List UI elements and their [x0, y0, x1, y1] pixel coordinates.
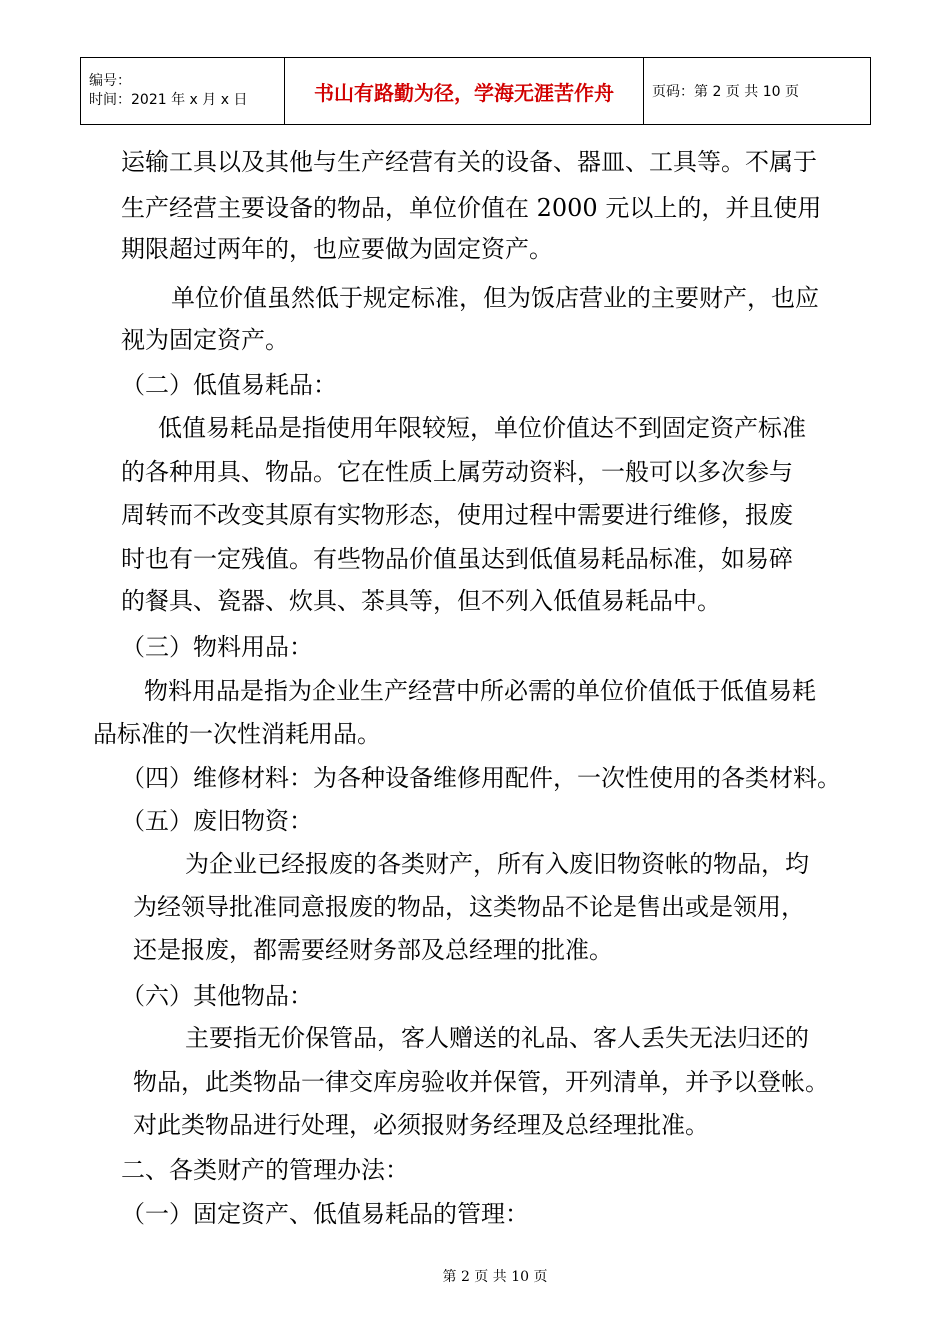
section-heading: （四）维修材料：为各种设备维修用配件，一次性使用的各类材料。 — [121, 764, 841, 792]
page-header — [80, 57, 871, 125]
page-footer: 第 2 页 共 10 页 — [442, 1269, 548, 1285]
section-heading: （六）其他物品： — [121, 982, 313, 1010]
section-heading: （一）固定资产、低值易耗品的管理： — [121, 1200, 529, 1228]
body-line: 低值易耗品是指使用年限较短，单位价值达不到固定资产标准 — [158, 414, 806, 442]
body-line: 品标准的一次性消耗用品。 — [93, 720, 381, 748]
body-line: 物料用品是指为企业生产经营中所必需的单位价值低于低值易耗 — [144, 677, 816, 705]
section-heading: （二）低值易耗品： — [121, 371, 337, 399]
section-heading: 二、各类财产的管理办法： — [121, 1156, 409, 1184]
body-line: 主要指无价保管品，客人赠送的礼品、客人丢失无法归还的 — [185, 1024, 809, 1052]
body-line: 的各种用具、物品。它在性质上属劳动资料，一般可以多次参与 — [121, 458, 793, 486]
body-line: 物品，此类物品一律交库房验收并保管，开列清单，并予以登帐。 — [133, 1068, 829, 1096]
body-line: 还是报废，都需要经财务部及总经理的批准。 — [133, 936, 613, 964]
body-line: 生产经营主要设备的物品，单位价值在 2000 元以上的，并且使用 — [121, 194, 822, 222]
header-motto: 书山有路勤为径，学海无涯苦作舟 — [285, 58, 644, 125]
body-line: 为企业已经报废的各类财产，所有入废旧物资帐的物品，均 — [185, 850, 809, 878]
header-page-info: 页码：第 2 页 共 10 页 — [644, 58, 871, 125]
body-line: 周转而不改变其原有实物形态，使用过程中需要进行维修，报废 — [121, 501, 793, 529]
body-line: 为经领导批准同意报废的物品，这类物品不论是售出或是领用， — [133, 893, 805, 921]
body-line: 的餐具、瓷器、炊具、茶具等，但不列入低值易耗品中。 — [121, 587, 721, 615]
body-line: 视为固定资产。 — [121, 326, 289, 354]
document-date: 时间：2021 年 x 月 x 日 — [89, 92, 248, 108]
body-line: 运输工具以及其他与生产经营有关的设备、器皿、工具等。不属于 — [121, 148, 817, 176]
section-heading: （五）废旧物资： — [121, 807, 313, 835]
body-line: 期限超过两年的，也应要做为固定资产。 — [121, 235, 553, 263]
document-number-label: 编号： — [89, 73, 131, 89]
header-meta — [81, 58, 285, 125]
body-line: 对此类物品进行处理，必须报财务经理及总经理批准。 — [133, 1111, 709, 1139]
body-line: 单位价值虽然低于规定标准，但为饭店营业的主要财产，也应 — [171, 284, 819, 312]
section-heading: （三）物料用品： — [121, 633, 313, 661]
body-line: 时也有一定残值。有些物品价值虽达到低值易耗品标准，如易碎 — [121, 545, 793, 573]
